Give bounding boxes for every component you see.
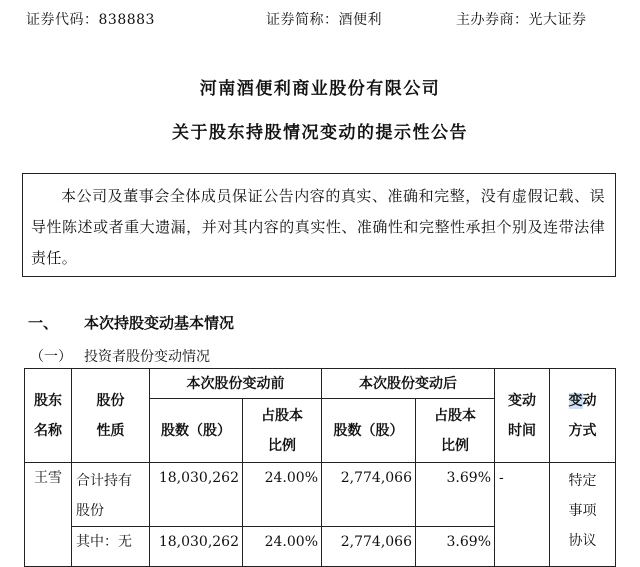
after-shares-cell: 2,774,066 [322, 527, 416, 567]
change-method-cell: 特定事项协议 [550, 463, 616, 567]
before-shares-cell: 18,030,262 [150, 463, 243, 527]
before-shares-header: 股数（股） [150, 399, 243, 463]
before-change-header: 本次股份变动前 [150, 369, 322, 399]
after-shares-cell: 2,774,066 [322, 463, 416, 527]
before-ratio-cell: 24.00% [243, 527, 322, 567]
share-nature-header: 股份性质 [72, 369, 150, 463]
subsection-number: （一） [30, 349, 72, 365]
share-nature-cell: 合计持有股份 [72, 463, 150, 527]
after-ratio-header: 占股本比例 [416, 399, 495, 463]
highlighted-char: 变 [568, 392, 583, 409]
sponsor-broker: 主办券商：光大证券 [456, 12, 587, 28]
subsection-heading [30, 346, 210, 366]
holder-name-header: 股东名称 [25, 369, 72, 463]
change-method-header: 变动方式 [550, 369, 616, 463]
before-shares-cell: 18,030,262 [150, 527, 243, 567]
shareholding-change-table [24, 368, 616, 567]
security-code: 证券代码：838883 [26, 12, 155, 28]
announcement-title: 关于股东持股情况变动的提示性公告 [172, 123, 468, 143]
company-title: 河南酒便利商业股份有限公司 [199, 79, 441, 99]
holder-name-cell: 王雪 [25, 463, 72, 567]
responsibility-statement: 本公司及董事会全体成员保证公告内容的真实、准确和完整，没有虚假记载、误导性陈述或者重大遗漏，并对其内容的真实性、准确性和完整性承担个别及连带法律责任。 [31, 187, 605, 267]
change-time-header: 变动时间 [495, 369, 550, 463]
section-heading [28, 312, 234, 333]
after-ratio-cell: 3.69% [416, 463, 495, 527]
section-title: 本次持股变动基本情况 [84, 314, 235, 332]
change-time-cell: - [495, 463, 550, 567]
after-shares-header: 股数（股） [322, 399, 416, 463]
subsection-title: 投资者股份变动情况 [84, 349, 210, 365]
security-name: 证券简称：酒便利 [266, 12, 382, 28]
after-ratio-cell: 3.69% [416, 527, 495, 567]
table-row [25, 463, 616, 527]
before-ratio-header: 占股本比例 [243, 399, 322, 463]
before-ratio-cell: 24.00% [243, 463, 322, 527]
after-change-header: 本次股份变动后 [322, 369, 495, 399]
share-nature-cell: 其中：无 [72, 527, 150, 567]
responsibility-statement-box [22, 173, 616, 277]
section-number: 一、 [28, 314, 59, 332]
table-header-row [25, 369, 616, 399]
